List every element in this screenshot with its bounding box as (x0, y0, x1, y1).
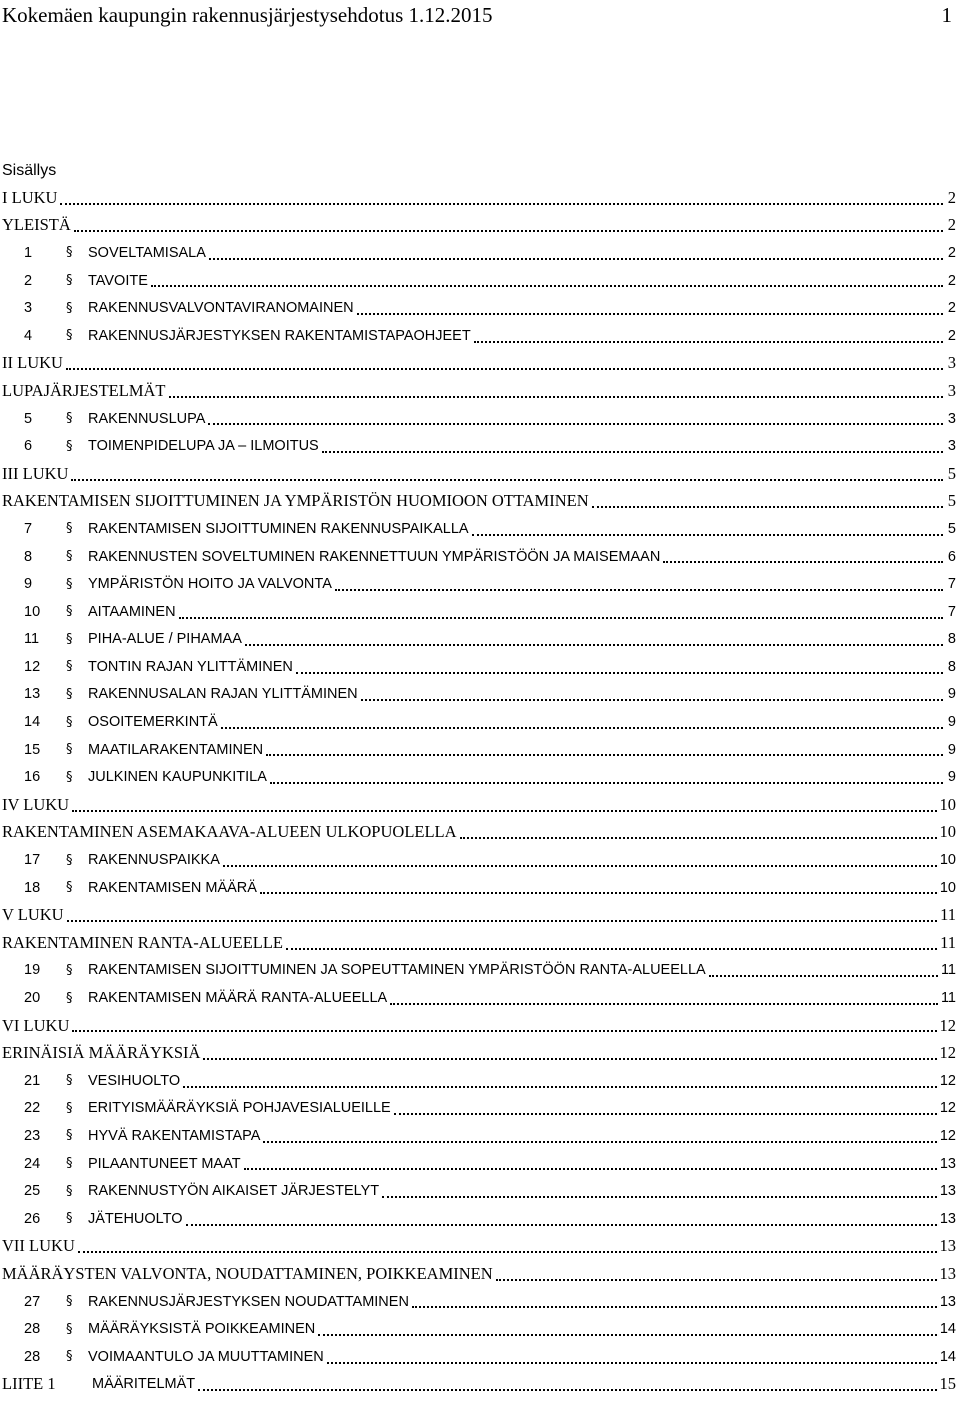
toc-entry[interactable] (0, 1122, 960, 1150)
section-sign: § (66, 521, 73, 537)
toc-entry[interactable] (0, 432, 960, 460)
entry-page-number: 3 (947, 410, 956, 427)
entry-label: VII LUKU (2, 1236, 75, 1256)
section-sign: § (66, 1128, 73, 1144)
entry-page-number: 9 (947, 769, 956, 786)
entry-label: AITAAMINEN (88, 603, 176, 620)
toc-entry[interactable] (0, 460, 960, 488)
section-sign: § (66, 990, 73, 1006)
entry-page-number: 10 (939, 852, 956, 869)
section-number: 2 (24, 272, 33, 289)
entry-page-number: 12 (939, 1100, 956, 1117)
dot-leader (208, 419, 943, 425)
entry-page-number: 2 (947, 300, 956, 317)
dot-leader (169, 392, 944, 398)
section-number: 25 (24, 1183, 41, 1200)
entry-label: SOVELTAMISALA (88, 244, 206, 261)
entry-label: TAVOITE (88, 272, 148, 289)
entry-label: MÄÄRÄYKSISTÄ POIKKEAMINEN (88, 1321, 316, 1338)
toc-entry[interactable] (0, 405, 960, 433)
entry-label: MÄÄRÄYSTEN VALVONTA, NOUDATTAMINEN, POIKKEAMINEN (2, 1263, 493, 1283)
toc-entry[interactable] (0, 708, 960, 736)
entry-page-number: 8 (947, 658, 956, 675)
dot-leader (78, 1247, 937, 1253)
entry-page-number: 12 (939, 1072, 956, 1089)
entry-page-number: 11 (940, 905, 956, 925)
dot-leader (66, 364, 943, 370)
entry-label: ERINÄISIÄ MÄÄRÄYKSIÄ (2, 1043, 201, 1063)
toc-entry[interactable] (0, 1205, 960, 1233)
entry-page-number: 11 (940, 962, 956, 979)
entry-page-number: 9 (947, 741, 956, 758)
toc-entry[interactable] (0, 957, 960, 985)
entry-label: YLEISTÄ (2, 215, 71, 235)
toc-entry[interactable] (0, 626, 960, 654)
dot-leader (327, 1358, 937, 1364)
section-sign: § (66, 962, 73, 978)
section-number: 9 (24, 576, 33, 593)
entry-label: MAATILARAKENTAMINEN (88, 741, 264, 758)
entry-page-number: 13 (939, 1236, 956, 1256)
dot-leader (72, 1026, 936, 1032)
entry-page-number: 9 (947, 714, 956, 731)
toc-entry[interactable] (0, 791, 960, 819)
section-sign: § (66, 411, 73, 427)
section-number: 11 (24, 631, 40, 648)
section-number: 27 (24, 1293, 41, 1310)
document-title: Kokemäen kaupungin rakennusjärjestysehdotus 1.12.2015 (2, 3, 493, 27)
entry-page-number: 5 (947, 520, 956, 537)
dot-leader (74, 226, 943, 232)
toc-entry[interactable] (0, 322, 960, 350)
section-number: 15 (24, 741, 41, 758)
section-sign: § (66, 300, 73, 316)
toc-entry[interactable] (0, 1233, 960, 1261)
entry-label: MÄÄRITELMÄT (92, 1376, 196, 1393)
section-sign: § (66, 549, 73, 565)
section-number: 20 (24, 990, 41, 1007)
section-number: 1 (24, 244, 33, 261)
toc-entry[interactable] (0, 598, 960, 626)
dot-leader (390, 999, 938, 1005)
entry-page-number: 7 (947, 603, 956, 620)
section-number: 5 (24, 410, 33, 427)
entry-page-number: 15 (939, 1374, 956, 1394)
dot-leader (361, 695, 943, 701)
section-sign: § (66, 1321, 73, 1337)
entry-label: RAKENNUSJÄRJESTYKSEN NOUDATTAMINEN (88, 1293, 409, 1310)
toc-entry[interactable] (0, 184, 960, 212)
section-sign: § (66, 1211, 73, 1227)
dot-leader (460, 833, 937, 839)
dot-leader (186, 1220, 937, 1226)
section-sign: § (66, 686, 73, 702)
entry-page-number: 13 (939, 1155, 956, 1172)
entry-page-number: 13 (939, 1183, 956, 1200)
dot-leader (318, 1330, 937, 1336)
toc-entry[interactable] (0, 515, 960, 543)
dot-leader (472, 530, 943, 536)
entry-page-number: 2 (947, 187, 956, 207)
toc-entry[interactable] (0, 681, 960, 709)
dot-leader (474, 337, 943, 343)
section-sign: § (66, 714, 73, 730)
dot-leader (592, 502, 943, 508)
section-number: 13 (24, 686, 41, 703)
entry-page-number: 11 (940, 932, 956, 952)
entry-label: HYVÄ RAKENTAMISTAPA (88, 1127, 261, 1144)
dot-leader (209, 254, 943, 260)
toc-entry[interactable] (0, 1343, 960, 1371)
toc-entry[interactable] (0, 1095, 960, 1123)
entry-page-number: 5 (947, 463, 956, 483)
dot-leader (245, 640, 943, 646)
entry-page-number: 10 (939, 822, 956, 842)
section-sign: § (66, 328, 73, 344)
entry-label: I LUKU (2, 187, 58, 207)
toc-entry[interactable] (0, 901, 960, 929)
section-number: 3 (24, 300, 33, 317)
toc-entry[interactable] (0, 1315, 960, 1343)
section-number: 8 (24, 548, 33, 565)
section-sign: § (66, 245, 73, 261)
toc-entry[interactable] (0, 1150, 960, 1178)
dot-leader (179, 613, 943, 619)
entry-label: TONTIN RAJAN YLITTÄMINEN (88, 658, 293, 675)
dot-leader (412, 1302, 937, 1308)
dot-leader (260, 888, 937, 894)
section-number: 16 (24, 769, 41, 786)
toc-entry[interactable] (0, 846, 960, 874)
entry-label: PIHA-ALUE / PIHAMAA (88, 631, 242, 648)
dot-leader (296, 668, 943, 674)
toc-entry[interactable] (0, 294, 960, 322)
entry-label: TOIMENPIDELUPA JA – ILMOITUS (88, 438, 319, 455)
section-sign: § (66, 852, 73, 868)
toc-entry[interactable] (0, 377, 960, 405)
dot-leader (270, 778, 943, 784)
entry-label: RAKENTAMISEN SIJOITTUMINEN RAKENNUSPAIKALLA (88, 520, 469, 537)
toc-entry[interactable] (0, 819, 960, 847)
toc-entry[interactable] (0, 570, 960, 598)
entry-label: YMPÄRISTÖN HOITO JA VALVONTA (88, 576, 332, 593)
toc-entry[interactable] (0, 653, 960, 681)
entry-label: PILAANTUNEET MAAT (88, 1155, 241, 1172)
section-number: 21 (24, 1072, 41, 1089)
section-sign: § (66, 659, 73, 675)
page-header (0, 0, 960, 30)
entry-page-number: 3 (947, 353, 956, 373)
entry-page-number: 12 (939, 1043, 956, 1063)
section-sign: § (66, 1183, 73, 1199)
entry-label: RAKENNUSLUPA (88, 410, 206, 427)
toc-entry[interactable] (0, 350, 960, 378)
toc-entry[interactable] (0, 239, 960, 267)
entry-page-number: 13 (939, 1210, 956, 1227)
entry-page-number: 7 (947, 576, 956, 593)
section-number: 22 (24, 1100, 41, 1117)
entry-label: III LUKU (2, 463, 69, 483)
entry-label: RAKENTAMISEN SIJOITTUMINEN JA YMPÄRISTÖN HUOMIOON OTTAMINEN (2, 491, 589, 511)
section-number: 19 (24, 962, 41, 979)
table-of-contents (0, 184, 960, 1398)
entry-page-number: 14 (939, 1321, 956, 1338)
section-sign: § (66, 631, 73, 647)
entry-label: V LUKU (2, 905, 64, 925)
toc-entry[interactable] (0, 1039, 960, 1067)
toc-entry[interactable] (0, 736, 960, 764)
section-sign: § (66, 1073, 73, 1089)
dot-leader (286, 944, 937, 950)
entry-page-number: 14 (939, 1348, 956, 1365)
dot-leader (663, 557, 943, 563)
dot-leader (357, 309, 943, 315)
entry-label: RAKENTAMISEN MÄÄRÄ RANTA-ALUEELLA (88, 990, 388, 1007)
dot-leader (71, 475, 943, 481)
entry-page-number: 13 (939, 1293, 956, 1310)
dot-leader (244, 1164, 937, 1170)
section-sign: § (66, 273, 73, 289)
toc-entry[interactable] (0, 212, 960, 240)
section-sign: § (66, 742, 73, 758)
section-number: 6 (24, 438, 33, 455)
toc-entry[interactable] (0, 763, 960, 791)
section-number: 12 (24, 658, 41, 675)
entry-label: LUPAJÄRJESTELMÄT (2, 380, 166, 400)
dot-leader (223, 861, 937, 867)
toc-entry[interactable] (0, 267, 960, 295)
entry-label: JÄTEHUOLTO (88, 1210, 183, 1227)
entry-page-number: 8 (947, 631, 956, 648)
section-sign: § (66, 438, 73, 454)
dot-leader (394, 1109, 937, 1115)
entry-page-number: 10 (939, 879, 956, 896)
dot-leader (709, 971, 938, 977)
section-number: 14 (24, 714, 41, 731)
toc-entry[interactable] (0, 1067, 960, 1095)
section-sign: § (66, 604, 73, 620)
section-number: 4 (24, 327, 33, 344)
section-number: 28 (24, 1321, 41, 1338)
entry-page-number: 12 (939, 1127, 956, 1144)
page-number: 1 (941, 3, 952, 27)
section-sign: § (66, 1100, 73, 1116)
entry-label: RAKENTAMINEN ASEMAKAAVA-ALUEEN ULKOPUOLELLA (2, 822, 457, 842)
section-number: 23 (24, 1127, 41, 1144)
toc-entry[interactable] (0, 543, 960, 571)
toc-entry[interactable] (0, 1012, 960, 1040)
section-number: 17 (24, 852, 41, 869)
section-sign: § (66, 769, 73, 785)
entry-label: ERITYISMÄÄRÄYKSIÄ POHJAVESIALUEILLE (88, 1100, 391, 1117)
entry-page-number: 6 (947, 548, 956, 565)
section-sign: § (66, 576, 73, 592)
entry-page-number: 3 (947, 380, 956, 400)
dot-leader (496, 1275, 937, 1281)
entry-page-number: 5 (947, 491, 956, 511)
dot-leader (151, 281, 943, 287)
entry-page-number: 3 (947, 438, 956, 455)
dot-leader (198, 1385, 936, 1391)
entry-label: RAKENNUSVALVONTAVIRANOMAINEN (88, 300, 354, 317)
section-number: 7 (24, 520, 33, 537)
toc-entry[interactable] (0, 488, 960, 516)
toc-entry[interactable] (0, 874, 960, 902)
dot-leader (335, 585, 943, 591)
toc-entry[interactable] (0, 1177, 960, 1205)
dot-leader (263, 1137, 936, 1143)
section-sign: § (66, 1349, 73, 1365)
entry-label: RAKENNUSPAIKKA (88, 852, 220, 869)
dot-leader (60, 199, 943, 205)
toc-entry[interactable] (0, 929, 960, 957)
entry-label: RAKENTAMISEN SIJOITTUMINEN JA SOPEUTTAMINEN YMPÄRISTÖÖN RANTA-ALUEELLA (88, 962, 706, 979)
entry-label: JULKINEN KAUPUNKITILA (88, 769, 267, 786)
dot-leader (72, 806, 936, 812)
section-number: 24 (24, 1155, 41, 1172)
dot-leader (322, 447, 943, 453)
appendix-number: LIITE 1 (2, 1374, 56, 1394)
toc-entry[interactable] (0, 1260, 960, 1288)
entry-label: IV LUKU (2, 794, 70, 814)
entry-page-number: 2 (947, 327, 956, 344)
section-number: 10 (24, 603, 41, 620)
entry-label: VESIHUOLTO (88, 1072, 181, 1089)
dot-leader (67, 916, 938, 922)
entry-page-number: 11 (940, 990, 956, 1007)
dot-leader (203, 1054, 936, 1060)
entry-page-number: 2 (947, 272, 956, 289)
section-number: 26 (24, 1210, 41, 1227)
section-number: 28 (24, 1348, 41, 1365)
entry-label: RAKENNUSTEN SOVELTUMINEN RAKENNETTUUN YMPÄRISTÖÖN JA MAISEMAAN (88, 548, 661, 565)
toc-entry[interactable] (0, 1288, 960, 1316)
entry-label: RAKENNUSTYÖN AIKAISET JÄRJESTELYT (88, 1183, 380, 1200)
toc-entry[interactable] (0, 984, 960, 1012)
entry-label: VOIMAANTULO JA MUUTTAMINEN (88, 1348, 324, 1365)
entry-label: VI LUKU (2, 1015, 70, 1035)
entry-page-number: 2 (947, 215, 956, 235)
section-sign: § (66, 1294, 73, 1310)
entry-label: OSOITEMERKINTÄ (88, 714, 218, 731)
entry-page-number: 10 (939, 794, 956, 814)
entry-page-number: 13 (939, 1263, 956, 1283)
entry-page-number: 12 (939, 1015, 956, 1035)
entry-label: RAKENTAMINEN RANTA-ALUEELLE (2, 932, 284, 952)
dot-leader (382, 1192, 937, 1198)
entry-page-number: 9 (947, 686, 956, 703)
dot-leader (183, 1082, 937, 1088)
entry-label: II LUKU (2, 353, 63, 373)
dot-leader (221, 723, 943, 729)
entry-label: RAKENTAMISEN MÄÄRÄ (88, 879, 257, 896)
entry-label: RAKENNUSALAN RAJAN YLITTÄMINEN (88, 686, 358, 703)
entry-label: RAKENNUSJÄRJESTYKSEN RAKENTAMISTAPAOHJEET (88, 327, 471, 344)
entry-page-number: 2 (947, 244, 956, 261)
dot-leader (266, 750, 943, 756)
toc-heading: Sisällys (2, 162, 57, 179)
section-sign: § (66, 880, 73, 896)
section-number: 18 (24, 879, 41, 896)
section-sign: § (66, 1156, 73, 1172)
toc-entry[interactable] (0, 1371, 960, 1399)
